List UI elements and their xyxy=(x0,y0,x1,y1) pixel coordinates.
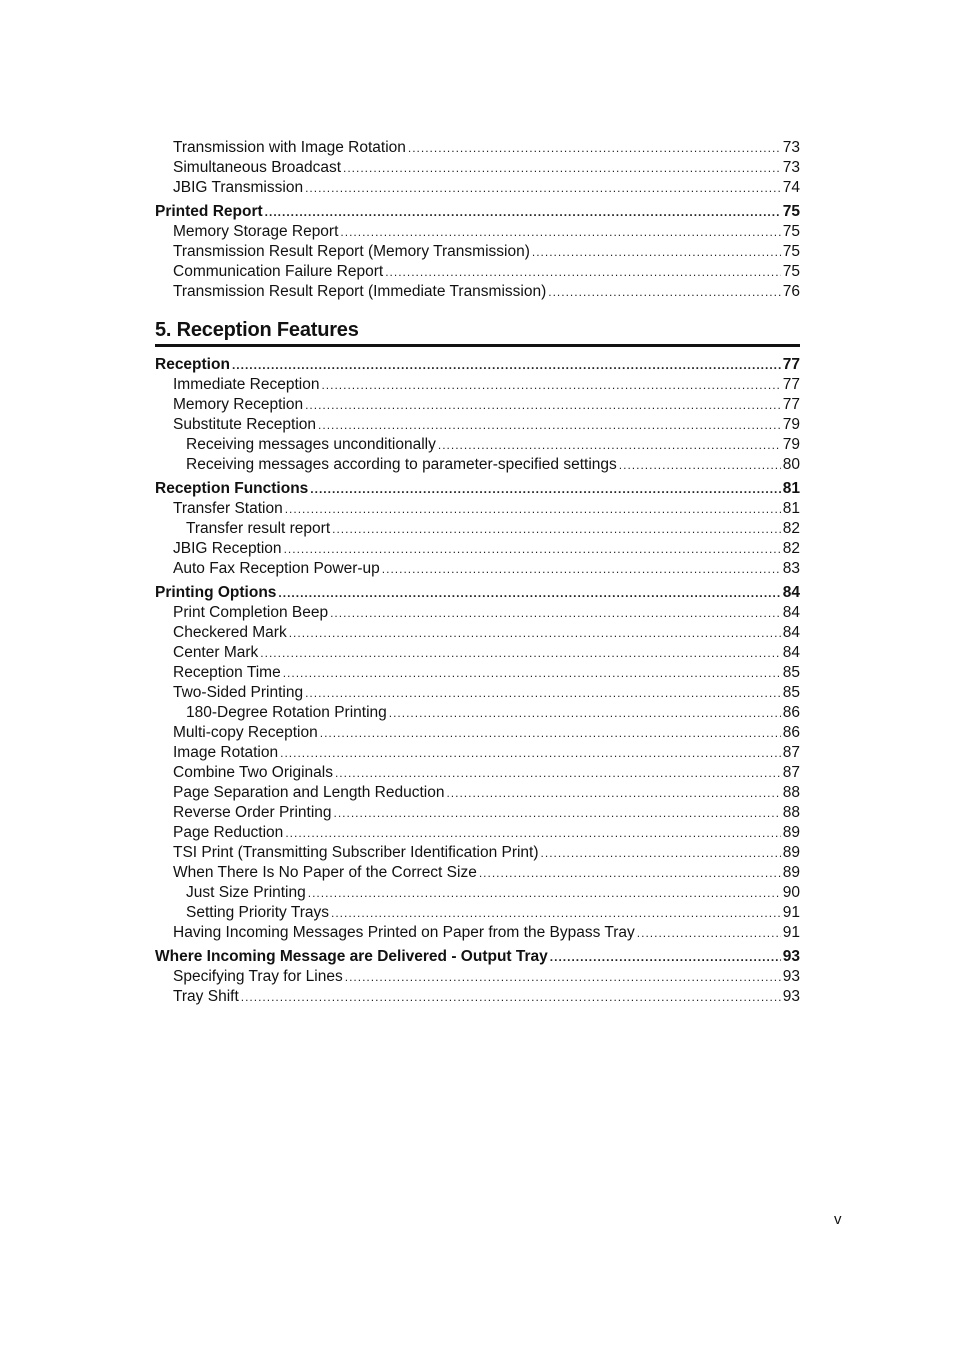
toc-leader-dots xyxy=(541,843,781,863)
toc-leader-dots xyxy=(305,683,781,703)
toc-entry-title: Print Completion Beep xyxy=(173,604,329,621)
toc-entry-title: Transfer Station xyxy=(173,500,283,517)
toc-entry-title: Combine Two Originals xyxy=(173,764,333,781)
toc-entry-page: 76 xyxy=(782,283,800,300)
toc-entry-title: When There Is No Paper of the Correct Size xyxy=(173,864,477,881)
toc-entry-page: 75 xyxy=(782,223,800,240)
toc-entry[interactable] xyxy=(155,987,800,1007)
toc-leader-dots xyxy=(280,743,781,763)
toc-entry[interactable] xyxy=(155,415,800,435)
toc-entry-title: Setting Priority Trays xyxy=(186,904,329,921)
toc-entry-title: TSI Print (Transmitting Subscriber Identification Print) xyxy=(173,844,539,861)
toc-entry[interactable] xyxy=(155,823,800,843)
toc-entry-title: Immediate Reception xyxy=(173,376,320,393)
toc-entry-page: 93 xyxy=(782,948,800,965)
toc-entry-title: Checkered Mark xyxy=(173,624,287,641)
toc-leader-dots xyxy=(241,987,781,1007)
toc-leader-dots xyxy=(284,539,781,559)
toc-entry[interactable] xyxy=(155,138,800,158)
toc-entry-title: Reception Functions xyxy=(155,480,309,497)
toc-entry-title: Auto Fax Reception Power-up xyxy=(173,560,380,577)
toc-entry-title: Transmission with Image Rotation xyxy=(173,139,406,156)
toc-entry-page: 77 xyxy=(782,396,800,413)
toc-entry[interactable] xyxy=(155,519,800,539)
toc-entry[interactable] xyxy=(155,863,800,883)
toc-entry-title: Communication Failure Report xyxy=(173,263,384,280)
toc-entry-page: 81 xyxy=(782,480,800,497)
toc-leader-dots xyxy=(310,479,780,499)
toc-leader-dots xyxy=(619,455,781,475)
toc-entry-page: 88 xyxy=(782,804,800,821)
toc-entry-title: Two-Sided Printing xyxy=(173,684,304,701)
toc-leader-dots xyxy=(550,947,781,967)
toc-leader-dots xyxy=(318,415,781,435)
toc-entry[interactable] xyxy=(155,743,800,763)
toc-entry-title: Printed Report xyxy=(155,203,263,220)
toc-entry-page: 90 xyxy=(782,884,800,901)
toc-entry[interactable] xyxy=(155,723,800,743)
toc-entry-title: Printing Options xyxy=(155,584,277,601)
toc-entry-page: 87 xyxy=(782,764,800,781)
toc-leader-dots xyxy=(330,603,781,623)
page-number: v xyxy=(834,1211,842,1228)
toc-leader-dots xyxy=(345,967,781,987)
toc-leader-dots xyxy=(532,242,781,262)
toc-entry[interactable] xyxy=(155,903,800,923)
toc-entry[interactable] xyxy=(155,202,800,222)
toc-entry[interactable] xyxy=(155,967,800,987)
toc-leader-dots xyxy=(285,499,781,519)
toc-leader-dots xyxy=(321,375,780,395)
toc-entry[interactable] xyxy=(155,783,800,803)
toc-entry-title: Center Mark xyxy=(173,644,259,661)
toc-leader-dots xyxy=(305,178,781,198)
toc-leader-dots xyxy=(637,923,781,943)
toc-entry[interactable] xyxy=(155,375,800,395)
toc-entry-title: Memory Storage Report xyxy=(173,223,339,240)
toc-entry-title: Transmission Result Report (Immediate Transmission) xyxy=(173,283,547,300)
toc-entry-page: 74 xyxy=(782,179,800,196)
toc-entry[interactable] xyxy=(155,843,800,863)
toc-entry-title: Where Incoming Message are Delivered - Output Tray xyxy=(155,948,548,965)
toc-entry[interactable] xyxy=(155,435,800,455)
toc-entry-title: Transfer result report xyxy=(186,520,331,537)
toc-entry-title: Specifying Tray for Lines xyxy=(173,968,343,985)
toc-entry-page: 86 xyxy=(782,704,800,721)
toc-entry[interactable] xyxy=(155,923,800,943)
toc-entry-page: 77 xyxy=(782,376,800,393)
toc-entry-page: 84 xyxy=(782,604,800,621)
toc-leader-dots xyxy=(308,883,781,903)
toc-entry[interactable] xyxy=(155,883,800,903)
toc-entry-title: Tray Shift xyxy=(173,988,239,1005)
toc-entry[interactable] xyxy=(155,395,800,415)
table-of-contents xyxy=(155,138,800,1007)
toc-leader-dots xyxy=(331,903,781,923)
toc-entry[interactable] xyxy=(155,583,800,603)
toc-entry-page: 84 xyxy=(782,644,800,661)
toc-entry[interactable] xyxy=(155,643,800,663)
toc-leader-dots xyxy=(389,703,781,723)
toc-entry-page: 80 xyxy=(782,456,800,473)
toc-entry-title: JBIG Transmission xyxy=(173,179,304,196)
toc-section-before xyxy=(155,138,800,302)
toc-entry-page: 89 xyxy=(782,844,800,861)
toc-entry[interactable] xyxy=(155,178,800,198)
toc-entry-page: 79 xyxy=(782,416,800,433)
toc-entry-title: Image Rotation xyxy=(173,744,279,761)
toc-entry-page: 83 xyxy=(782,560,800,577)
toc-section-after xyxy=(155,355,800,1007)
toc-entry-page: 82 xyxy=(782,540,800,557)
toc-entry-title: 180-Degree Rotation Printing xyxy=(186,704,387,721)
toc-entry-page: 93 xyxy=(782,968,800,985)
toc-leader-dots xyxy=(232,355,781,375)
toc-entry-page: 75 xyxy=(782,263,800,280)
toc-entry[interactable] xyxy=(155,222,800,242)
toc-leader-dots xyxy=(479,863,781,883)
toc-entry-title: Receiving messages according to parameter-specified settings xyxy=(186,456,617,473)
toc-entry-page: 85 xyxy=(782,664,800,681)
toc-entry[interactable] xyxy=(155,663,800,683)
toc-entry[interactable] xyxy=(155,763,800,783)
chapter-title: 5. Reception Features xyxy=(155,319,359,341)
toc-entry[interactable] xyxy=(155,683,800,703)
toc-entry-page: 89 xyxy=(782,864,800,881)
toc-entry[interactable] xyxy=(155,158,800,178)
toc-entry-title: Reception Time xyxy=(173,664,281,681)
toc-entry-title: Having Incoming Messages Printed on Paper from the Bypass Tray xyxy=(173,924,635,941)
toc-entry-page: 75 xyxy=(782,243,800,260)
toc-leader-dots xyxy=(283,663,781,683)
toc-leader-dots xyxy=(265,202,781,222)
toc-entry-title: Page Separation and Length Reduction xyxy=(173,784,445,801)
toc-leader-dots xyxy=(446,783,780,803)
toc-entry[interactable] xyxy=(155,262,800,282)
toc-entry-page: 84 xyxy=(782,624,800,641)
toc-leader-dots xyxy=(335,763,781,783)
toc-entry-page: 93 xyxy=(782,988,800,1005)
toc-leader-dots xyxy=(289,623,781,643)
toc-entry[interactable] xyxy=(155,703,800,723)
toc-entry-page: 79 xyxy=(782,436,800,453)
toc-entry-title: Reception xyxy=(155,356,230,373)
chapter-heading xyxy=(155,318,800,347)
toc-entry[interactable] xyxy=(155,455,800,475)
toc-entry-page: 91 xyxy=(782,924,800,941)
toc-entry[interactable] xyxy=(155,947,800,967)
toc-leader-dots xyxy=(385,262,781,282)
toc-entry[interactable] xyxy=(155,499,800,519)
toc-entry-page: 91 xyxy=(782,904,800,921)
toc-leader-dots xyxy=(320,723,781,743)
toc-leader-dots xyxy=(382,559,781,579)
toc-entry-page: 73 xyxy=(782,139,800,156)
toc-leader-dots xyxy=(408,138,781,158)
toc-leader-dots xyxy=(438,435,781,455)
toc-entry[interactable] xyxy=(155,539,800,559)
toc-entry-page: 82 xyxy=(782,520,800,537)
toc-entry-title: Reverse Order Printing xyxy=(173,804,332,821)
toc-leader-dots xyxy=(278,583,780,603)
toc-leader-dots xyxy=(305,395,781,415)
toc-entry-title: Simultaneous Broadcast xyxy=(173,159,342,176)
toc-entry-page: 77 xyxy=(782,356,800,373)
toc-entry-page: 73 xyxy=(782,159,800,176)
toc-entry[interactable] xyxy=(155,479,800,499)
toc-entry[interactable] xyxy=(155,603,800,623)
toc-entry-page: 88 xyxy=(782,784,800,801)
toc-leader-dots xyxy=(340,222,780,242)
toc-entry[interactable] xyxy=(155,242,800,262)
toc-entry-title: Receiving messages unconditionally xyxy=(186,436,436,453)
toc-entry[interactable] xyxy=(155,355,800,375)
toc-entry-title: Just Size Printing xyxy=(186,884,306,901)
toc-entry-page: 86 xyxy=(782,724,800,741)
toc-entry-title: Multi-copy Reception xyxy=(173,724,318,741)
toc-entry-page: 87 xyxy=(782,744,800,761)
toc-entry-title: Memory Reception xyxy=(173,396,304,413)
toc-leader-dots xyxy=(334,803,781,823)
toc-entry-title: Substitute Reception xyxy=(173,416,317,433)
toc-entry-page: 89 xyxy=(782,824,800,841)
toc-leader-dots xyxy=(343,158,781,178)
toc-leader-dots xyxy=(548,282,780,302)
toc-entry-title: Transmission Result Report (Memory Transmission) xyxy=(173,243,530,260)
toc-entry-page: 75 xyxy=(782,203,800,220)
toc-entry[interactable] xyxy=(155,282,800,302)
toc-entry-title: Page Reduction xyxy=(173,824,284,841)
chapter-rule xyxy=(155,344,800,347)
toc-entry[interactable] xyxy=(155,803,800,823)
toc-leader-dots xyxy=(260,643,780,663)
toc-entry-page: 81 xyxy=(782,500,800,517)
toc-leader-dots xyxy=(285,823,780,843)
toc-entry-title: JBIG Reception xyxy=(173,540,282,557)
toc-entry-page: 85 xyxy=(782,684,800,701)
toc-entry[interactable] xyxy=(155,559,800,579)
toc-entry-page: 84 xyxy=(782,584,800,601)
toc-entry[interactable] xyxy=(155,623,800,643)
toc-leader-dots xyxy=(332,519,781,539)
